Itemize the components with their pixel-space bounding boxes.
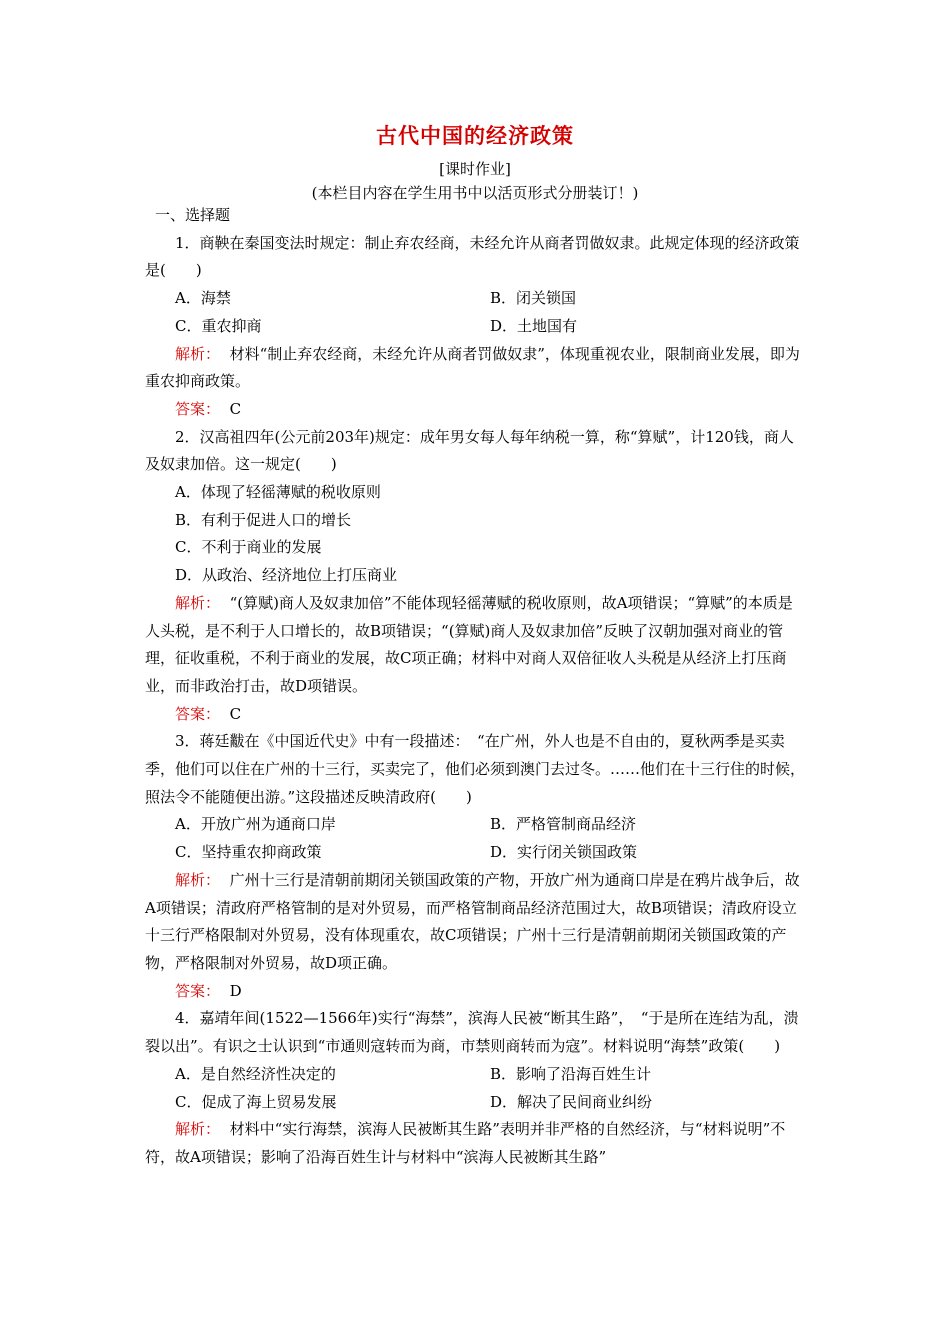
analysis-label: 解析： xyxy=(175,870,221,889)
subtitle-homework: [课时作业] xyxy=(439,160,511,178)
option-d: D．从政治、经济地位上打压商业 xyxy=(175,566,398,585)
option-c: C．坚持重农抑商政策 xyxy=(175,843,322,862)
question-list xyxy=(145,202,805,1172)
option-a: A．开放广州为通商口岸 xyxy=(175,815,336,834)
analysis-text: “(算赋)商人及奴隶加倍”不能体现轻徭薄赋的税收原则，故A项错误；“算赋”的本质是人头税，是不利于人口增长的，故B项错误；“(算赋)商人及奴隶加倍”反映了汉朝加强对商业的管理，征收重税，不利于商业的发展，故C项正确；材料中对商人双倍征收人头税是从经济上打压商业，而非政治打击，故D项错误。 xyxy=(145,593,793,695)
question-4-analysis xyxy=(145,1116,805,1171)
question-3-options-row1 xyxy=(145,811,805,839)
question-1-analysis xyxy=(145,341,805,396)
question-3-stem: 3．蒋廷黻在《中国近代史》中有一段描述： “在广州，外人也是不自由的，夏秋两季是买卖季，他们可以住在广州的十三行，买卖完了，他们必须到澳门去过冬。……他们在十三行住的时候，照法令不能随便出游。”这段描述反映清政府( ) xyxy=(145,732,806,806)
question-2-answer xyxy=(145,701,805,729)
analysis-label: 解析： xyxy=(175,344,221,363)
question-1-answer xyxy=(145,396,805,424)
question-3-answer xyxy=(145,978,805,1006)
analysis-text: 广州十三行是清朝前期闭关锁国政策的产物，开放广州为通商口岸是在鸦片战争后，故A项错误；清政府严格管制的是对外贸易，而严格管制商品经济范围过大，故B项错误；清政府设立十三行严格限制对外贸易，没有体现重农，故C项错误；广州十三行是清朝前期闭关锁国政策的产物，严格限制对外贸易，故D项正确。 xyxy=(145,870,800,972)
option-b: B．闭关锁国 xyxy=(490,289,577,308)
question-1-options-row2 xyxy=(145,313,805,341)
question-1-options-row1 xyxy=(145,285,805,313)
option-a: A．体现了轻徭薄赋的税收原则 xyxy=(175,483,381,502)
answer-value: D xyxy=(229,981,242,1000)
question-1-stem: 1．商鞅在秦国变法时规定：制止弃农经商，未经允许从商者罚做奴隶。此规定体现的经济政策是( ) xyxy=(145,233,800,280)
option-b: B．影响了沿海百姓生计 xyxy=(490,1064,652,1083)
question-4-options-row1 xyxy=(145,1061,805,1089)
question-3-options-row2 xyxy=(145,839,805,867)
analysis-label: 解析： xyxy=(175,1120,221,1139)
option-a: A．是自然经济性决定的 xyxy=(175,1064,336,1083)
section-heading: 一、选择题 xyxy=(155,206,231,224)
option-c: C．不利于商业的发展 xyxy=(175,538,322,557)
option-d: D．实行闭关锁国政策 xyxy=(490,843,638,862)
option-c: C．促成了海上贸易发展 xyxy=(175,1092,337,1111)
question-4-options-row2 xyxy=(145,1089,805,1117)
subtitle-note: (本栏目内容在学生用书中以活页形式分册装订！) xyxy=(311,184,639,202)
option-d: D．解决了民间商业纠纷 xyxy=(490,1092,653,1111)
answer-label: 答案： xyxy=(175,399,221,418)
answer-label: 答案： xyxy=(175,981,221,1000)
question-3-analysis xyxy=(145,867,805,978)
question-2-analysis xyxy=(145,590,805,701)
analysis-text: 材料中“实行海禁，滨海人民被断其生路”表明并非严格的自然经济，与“材料说明”不符，故A项错误；影响了沿海百姓生计与材料中“滨海人民被断其生路” xyxy=(145,1120,786,1166)
question-2-stem: 2．汉高祖四年(公元前203年)规定：成年男女每人每年纳税一算，称“算赋”，计120钱，商人及奴隶加倍。这一规定( ) xyxy=(145,427,794,474)
analysis-label: 解析： xyxy=(175,593,221,612)
option-b: B．严格管制商品经济 xyxy=(490,815,637,834)
option-d: D．土地国有 xyxy=(490,316,578,335)
page-title: 古代中国的经济政策 xyxy=(376,124,574,148)
analysis-text: 材料“制止弃农经商，未经允许从商者罚做奴隶”，体现重视农业，限制商业发展，即为重农抑商政策。 xyxy=(145,344,800,391)
answer-label: 答案： xyxy=(175,704,221,723)
answer-value: C xyxy=(229,704,242,723)
option-a: A．海禁 xyxy=(175,289,231,308)
question-4-stem: 4．嘉靖年间(1522—1566年)实行“海禁”，滨海人民被“断其生路”， “于是所在连结为乱，溃裂以出”。有识之士认识到“市通则寇转而为商，市禁则商转而为寇”。材料说明“海禁”政策( ) xyxy=(145,1009,799,1056)
option-c: C．重农抑商 xyxy=(175,316,262,335)
option-b: B．有利于促进人口的增长 xyxy=(175,510,352,529)
answer-value: C xyxy=(229,399,242,418)
